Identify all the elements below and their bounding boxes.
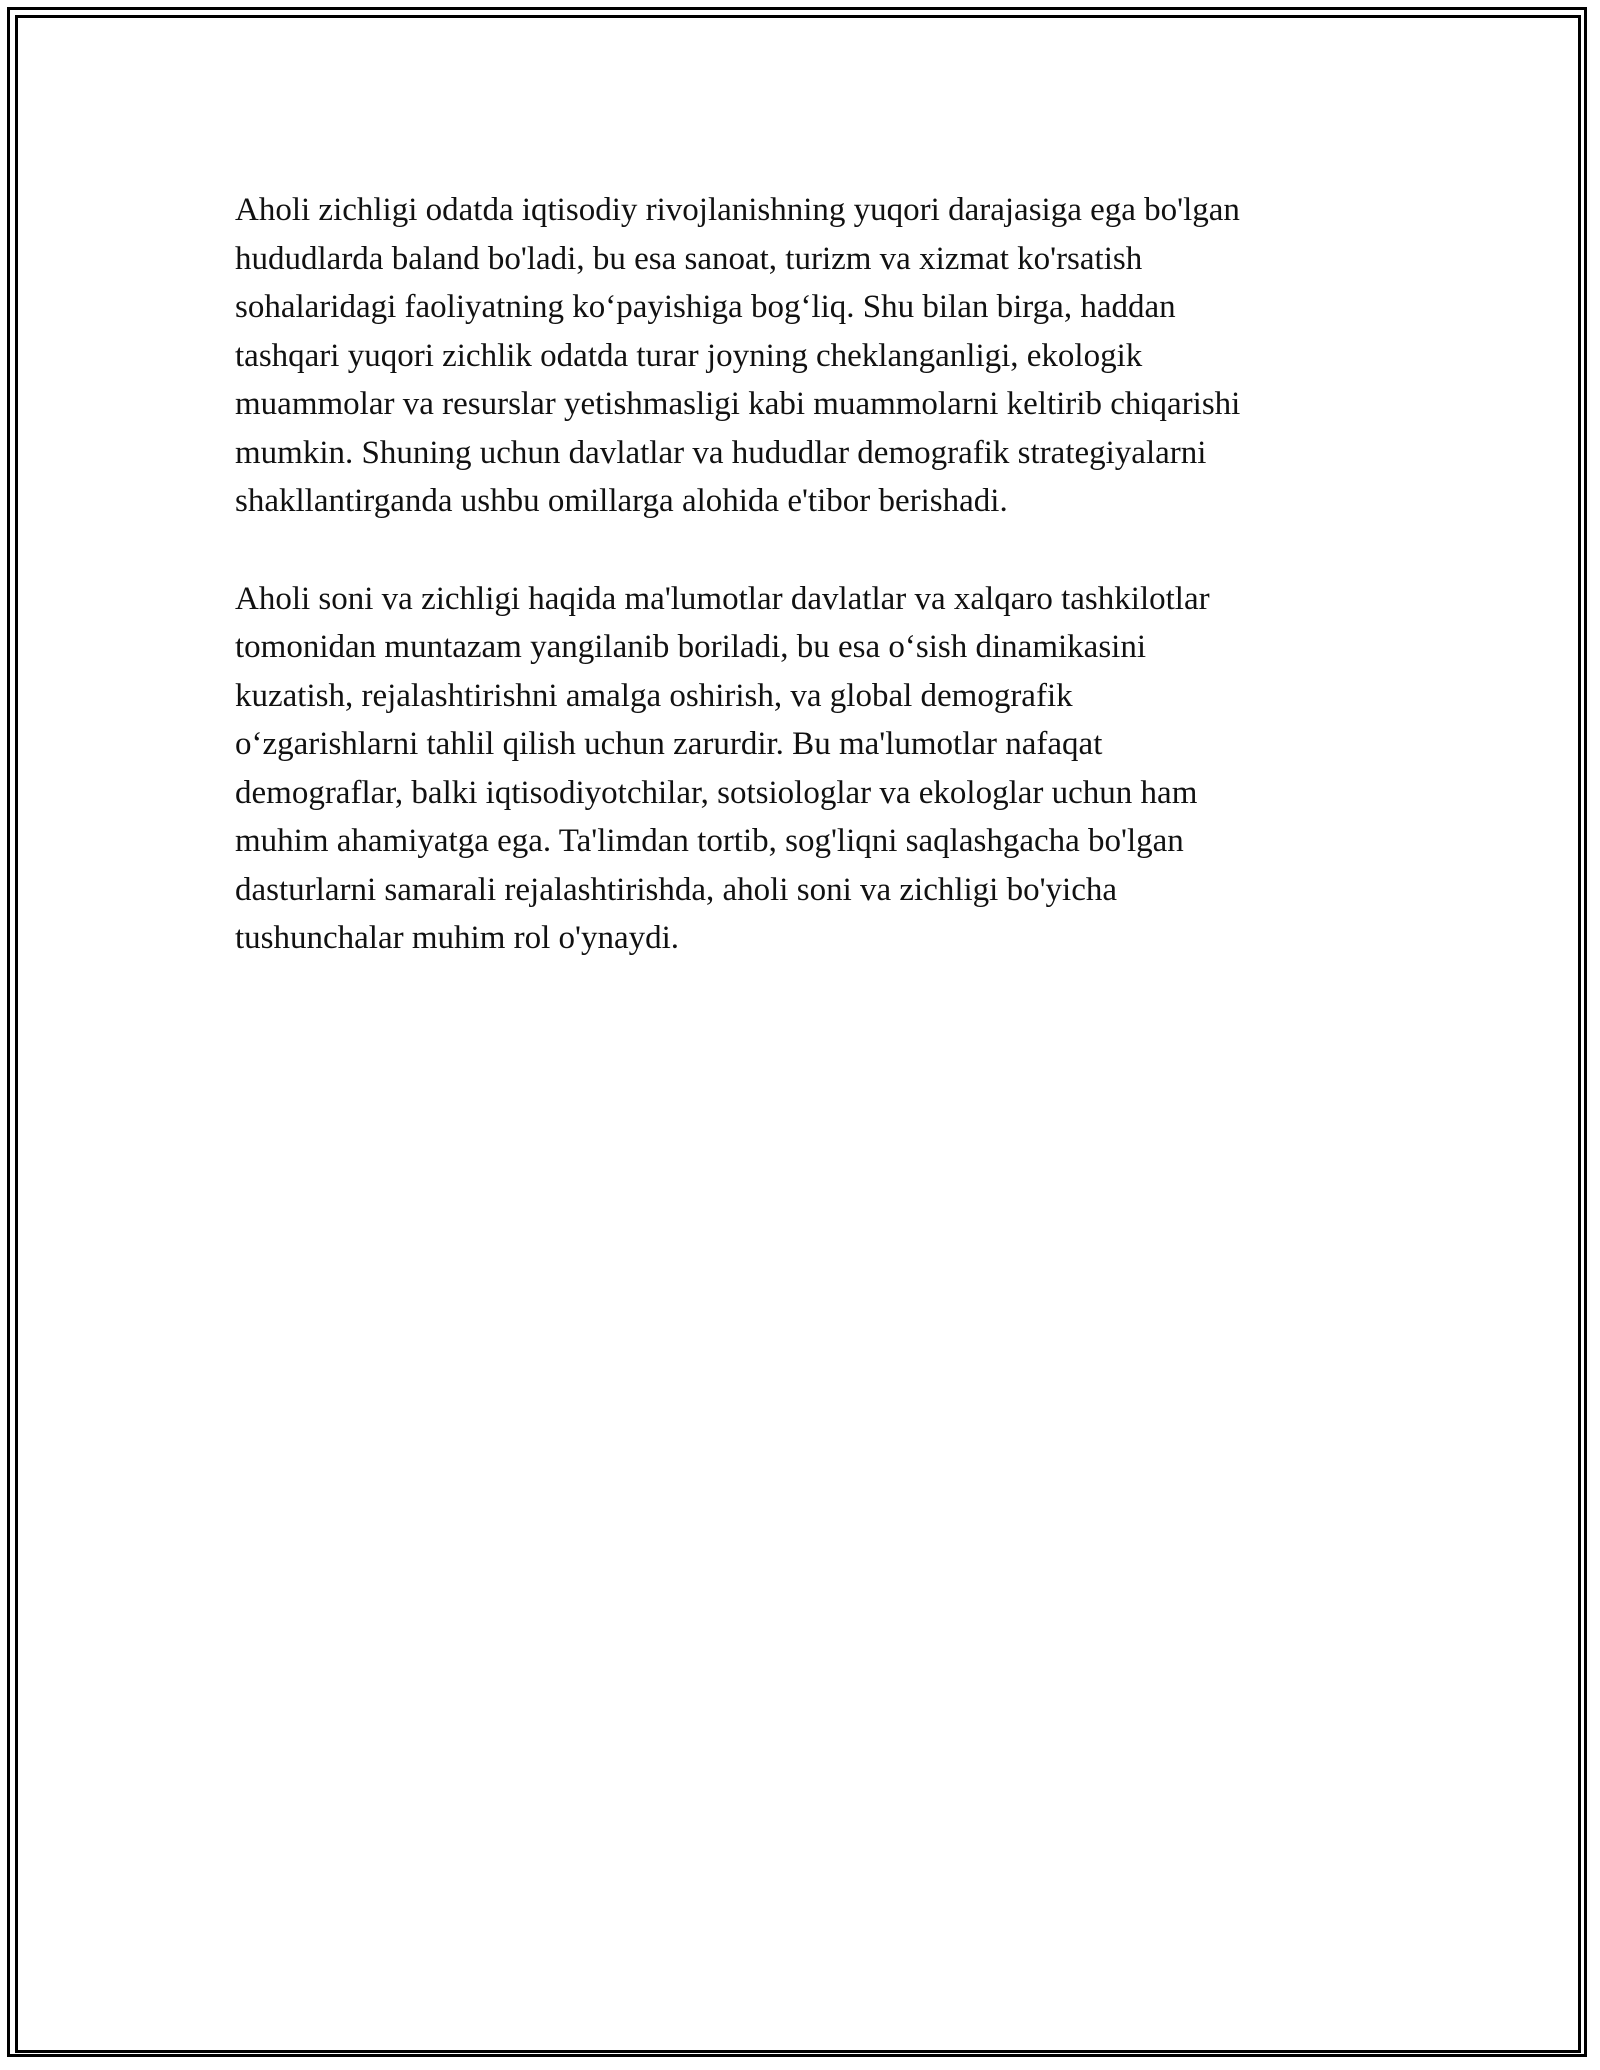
paragraph-1: Aholi zichligi odatda iqtisodiy rivojlanishning yuqori darajasiga ega bo'lgan hududlarda baland bo'ladi, bu esa sanoat, turizm va xizmat ko'rsatish sohalaridagi faoliyatning koʻpayishiga bogʻliq. Shu bilan birga, haddan tashqari yuqori zichlik odatda turar joyning cheklanganligi, ekologik muammolar va resurslar yetishmasligi kabi muammolarni keltirib chiqarishi mumkin. Shuning uchun davlatlar va hududlar demografik strategiyalarni shakllantirganda ushbu omillarga alohida e'tibor berishadi.	[235, 192, 1241, 519]
paragraph-2: Aholi soni va zichligi haqida ma'lumotlar davlatlar va xalqaro tashkilotlar tomonidan muntazam yangilanib boriladi, bu esa oʻsish dinamikasini kuzatish, rejalashtirishni amalga oshirish, va global demografik oʻzgarishlarni tahlil qilish uchun zarurdir. Bu ma'lumotlar nafaqat demograflar, balki iqtisodiyotchilar, sotsiologlar va ekologlar uchun ham muhim ahamiyatga ega. Ta'limdan tortib, sog'liqni saqlashgacha bo'lgan dasturlarni samarali rejalashtirishda, aholi soni va zichligi bo'yicha tushunchalar muhim rol o'ynaydi.	[235, 580, 1210, 956]
document-body	[235, 186, 1365, 963]
